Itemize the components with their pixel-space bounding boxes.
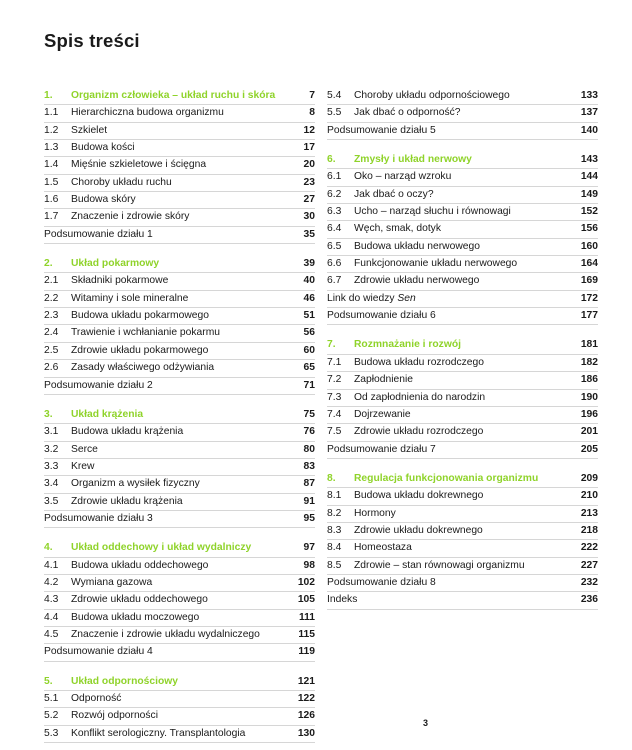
toc-entry[interactable] xyxy=(44,644,315,661)
toc-entry[interactable] xyxy=(44,424,315,441)
entry-page: 75 xyxy=(303,408,315,420)
toc-entry[interactable] xyxy=(44,691,315,708)
chapter-block xyxy=(327,152,598,325)
toc-entry[interactable] xyxy=(44,343,315,360)
entry-page: 119 xyxy=(298,646,315,658)
toc-entry[interactable] xyxy=(44,459,315,476)
entry-number: 4.1 xyxy=(44,559,59,571)
entry-title: Zasady właściwego odżywiania xyxy=(71,362,215,374)
entry-page: 209 xyxy=(580,472,598,484)
toc-entry[interactable] xyxy=(44,726,315,743)
toc-entry[interactable] xyxy=(327,575,598,592)
entry-page: 97 xyxy=(303,542,315,554)
entry-page: 65 xyxy=(303,362,315,374)
entry-number: 4.3 xyxy=(44,594,59,606)
entry-page: 20 xyxy=(303,159,315,171)
chapter-block xyxy=(327,471,598,610)
entry-title: Podsumowanie działu 8 xyxy=(327,576,436,588)
entry-page: 83 xyxy=(303,460,315,472)
entry-title: Serce xyxy=(71,443,98,455)
chapter-heading[interactable] xyxy=(327,471,598,488)
entry-title: Organizm człowieka – układ ruchu i skóra xyxy=(71,90,276,101)
entry-page: 144 xyxy=(580,171,598,183)
entry-page: 35 xyxy=(303,228,315,240)
entry-page: 205 xyxy=(580,443,598,455)
entry-number: 1.5 xyxy=(44,176,59,188)
chapter-gap xyxy=(44,662,315,674)
entry-number: 3.2 xyxy=(44,443,59,455)
entry-number: 2.1 xyxy=(44,275,59,287)
toc-entry[interactable] xyxy=(44,273,315,290)
entry-number: 7.3 xyxy=(327,391,342,403)
chapter-gap xyxy=(44,244,315,256)
entry-title: Podsumowanie działu 5 xyxy=(327,124,436,136)
chapter-block xyxy=(327,337,598,458)
entry-number: 4.4 xyxy=(44,611,59,623)
entry-page: 87 xyxy=(303,478,315,490)
chapter-block xyxy=(44,540,315,661)
toc-entry[interactable] xyxy=(44,476,315,493)
entry-page: 156 xyxy=(580,223,598,235)
entry-page: 201 xyxy=(580,426,598,438)
entry-title: Regulacja funkcjonowania organizmu xyxy=(354,472,539,484)
entry-title: Zdrowie układu oddechowego xyxy=(71,594,208,606)
entry-page: 130 xyxy=(297,727,315,739)
toc-entry[interactable] xyxy=(44,308,315,325)
page-number: 3 xyxy=(423,718,429,728)
entry-title: Podsumowanie działu 4 xyxy=(44,646,153,658)
entry-page: 91 xyxy=(303,495,315,507)
toc-entry[interactable] xyxy=(44,175,315,192)
entry-number: 3.3 xyxy=(44,460,59,472)
toc-entry[interactable] xyxy=(327,169,598,186)
entry-page: 40 xyxy=(303,275,315,287)
entry-title: Organizm a wysiłek fizyczny xyxy=(71,478,200,490)
entry-page: 133 xyxy=(580,90,598,101)
entry-page: 95 xyxy=(303,512,315,524)
toc-entry[interactable] xyxy=(327,488,598,505)
toc-entry[interactable] xyxy=(44,627,315,644)
toc-entry[interactable] xyxy=(327,105,598,122)
entry-title: Budowa układu pokarmowego xyxy=(71,310,209,322)
page-title: Spis treści xyxy=(44,30,140,51)
toc-entry[interactable] xyxy=(327,239,598,256)
entry-number: 4. xyxy=(44,542,53,554)
entry-number: 6.1 xyxy=(327,171,342,183)
entry-number: 8. xyxy=(327,472,336,484)
toc-entry[interactable] xyxy=(44,105,315,122)
entry-number: 3.4 xyxy=(44,478,59,490)
entry-title: Jak dbać o oczy? xyxy=(354,188,434,200)
entry-page: 222 xyxy=(580,542,598,554)
chapter-block xyxy=(44,88,315,244)
chapter-block xyxy=(327,88,598,140)
entry-number: 1.2 xyxy=(44,124,59,136)
entry-number: 7.4 xyxy=(327,408,342,420)
entry-page: 177 xyxy=(580,310,598,322)
entry-title: Budowa układu rozrodczego xyxy=(354,356,484,368)
toc-entry[interactable] xyxy=(44,378,315,395)
entry-number: 1.4 xyxy=(44,159,59,171)
entry-number: 5.5 xyxy=(327,107,342,119)
toc-entry[interactable] xyxy=(44,610,315,627)
entry-page: 196 xyxy=(580,408,598,420)
entry-page: 152 xyxy=(580,206,598,218)
entry-page: 56 xyxy=(303,327,315,339)
entry-title: Mięśnie szkieletowe i ścięgna xyxy=(71,159,207,171)
entry-page: 227 xyxy=(580,559,598,571)
toc-entry[interactable] xyxy=(327,123,598,140)
entry-page: 80 xyxy=(303,443,315,455)
toc-entry[interactable] xyxy=(327,355,598,372)
entry-number: 6.5 xyxy=(327,240,342,252)
entry-title: Budowa układu krążenia xyxy=(71,426,184,438)
entry-page: 17 xyxy=(303,142,315,154)
entry-page: 23 xyxy=(303,176,315,188)
entry-number: 3. xyxy=(44,408,53,420)
toc-entry[interactable] xyxy=(44,511,315,528)
entry-title: Witaminy i sole mineralne xyxy=(71,292,189,304)
entry-page: 181 xyxy=(580,339,598,351)
entry-page: 98 xyxy=(303,559,315,571)
entry-title: Krew xyxy=(71,460,95,472)
toc-entry[interactable] xyxy=(327,540,598,557)
entry-number: 8.5 xyxy=(327,559,342,571)
entry-number: 5.2 xyxy=(44,710,59,722)
entry-number: 6.4 xyxy=(327,223,342,235)
entry-title: Indeks xyxy=(327,594,358,606)
entry-page: 7 xyxy=(309,90,315,101)
chapter-heading[interactable] xyxy=(44,407,315,424)
toc-entry[interactable] xyxy=(44,442,315,459)
toc-entry[interactable] xyxy=(44,209,315,226)
toc-entry[interactable] xyxy=(44,592,315,609)
toc-entry[interactable] xyxy=(327,256,598,273)
toc-entry[interactable] xyxy=(327,390,598,407)
entry-page: 102 xyxy=(297,576,315,588)
toc-entry[interactable] xyxy=(327,506,598,523)
entry-title: Trawienie i wchłanianie pokarmu xyxy=(71,327,220,339)
entry-number: 7. xyxy=(327,339,336,351)
entry-title: Podsumowanie działu 6 xyxy=(327,310,436,322)
entry-title: Układ krążenia xyxy=(71,408,144,420)
entry-number: 4.5 xyxy=(44,628,59,640)
entry-title: Odporność xyxy=(71,693,122,704)
entry-page: 232 xyxy=(580,576,598,588)
entry-title: Składniki pokarmowe xyxy=(71,275,169,287)
entry-page: 111 xyxy=(298,611,315,623)
entry-title: Znaczenie i zdrowie układu wydalniczego xyxy=(71,628,260,640)
chapter-heading[interactable] xyxy=(44,540,315,557)
entry-title: Zdrowie układu rozrodczego xyxy=(354,426,484,438)
entry-number: 2.3 xyxy=(44,310,59,322)
entry-page: 140 xyxy=(580,124,598,136)
entry-title: Oko – narząd wzroku xyxy=(354,171,452,183)
entry-number: 7.2 xyxy=(327,374,342,386)
entry-page: 190 xyxy=(580,391,598,403)
chapter-heading[interactable] xyxy=(44,674,315,691)
toc-entry[interactable] xyxy=(327,273,598,290)
toc-entry[interactable] xyxy=(327,407,598,424)
toc-entry[interactable] xyxy=(44,227,315,244)
toc-entry[interactable] xyxy=(327,442,598,459)
entry-page: 51 xyxy=(303,310,315,322)
entry-title: Jak dbać o odporność? xyxy=(354,107,461,119)
entry-page: 105 xyxy=(297,594,315,606)
entry-number: 2. xyxy=(44,258,53,270)
entry-title: Szkielet xyxy=(71,124,108,136)
entry-title: Budowa kości xyxy=(71,142,135,154)
entry-title: Znaczenie i zdrowie skóry xyxy=(71,211,190,223)
entry-page: 137 xyxy=(580,107,598,119)
entry-page: 169 xyxy=(580,275,598,287)
toc-entry[interactable] xyxy=(327,523,598,540)
entry-title: Rozmnażanie i rozwój xyxy=(354,339,461,351)
entry-title: Podsumowanie działu 1 xyxy=(44,228,153,240)
toc-entry[interactable] xyxy=(44,558,315,575)
entry-number: 1.3 xyxy=(44,142,59,154)
entry-number: 2.5 xyxy=(44,344,59,356)
entry-page: 46 xyxy=(303,292,315,304)
chapter-gap xyxy=(44,395,315,407)
toc-column-right xyxy=(327,88,598,610)
entry-number: 2.2 xyxy=(44,292,59,304)
entry-title: Zdrowie układu krążenia xyxy=(71,495,183,507)
entry-title: Zdrowie układu pokarmowego xyxy=(71,344,209,356)
entry-page: 71 xyxy=(303,379,315,391)
entry-title: Choroby układu ruchu xyxy=(71,176,172,188)
chapter-gap xyxy=(327,325,598,337)
entry-title: Zapłodnienie xyxy=(354,374,413,386)
entry-number: 8.2 xyxy=(327,507,342,519)
entry-page: 8 xyxy=(309,107,315,119)
chapter-gap xyxy=(327,140,598,152)
entry-title: Zdrowie – stan równowagi organizmu xyxy=(354,559,525,571)
toc-entry[interactable] xyxy=(44,157,315,174)
entry-page: 218 xyxy=(580,524,598,536)
toc-entry[interactable] xyxy=(44,575,315,592)
entry-title: Zdrowie układu dokrewnego xyxy=(354,524,483,536)
entry-title: Budowa układu oddechowego xyxy=(71,559,209,571)
entry-title: Ucho – narząd słuchu i równowagi xyxy=(354,206,511,218)
entry-page: 115 xyxy=(298,628,315,640)
chapter-gap xyxy=(44,528,315,540)
entry-title: Funkcjonowanie układu nerwowego xyxy=(354,258,518,270)
toc-entry[interactable] xyxy=(327,308,598,325)
toc-entry[interactable] xyxy=(44,291,315,308)
toc-entry[interactable] xyxy=(327,187,598,204)
entry-number: 8.1 xyxy=(327,490,342,502)
entry-page: 122 xyxy=(297,693,315,704)
toc-entry[interactable] xyxy=(327,592,598,609)
chapter-block xyxy=(44,256,315,395)
entry-number: 6.6 xyxy=(327,258,342,270)
entry-number: 5.4 xyxy=(327,90,342,101)
chapter-block xyxy=(44,674,315,743)
chapter-gap xyxy=(327,459,598,471)
entry-title: Zmysły i układ nerwowy xyxy=(354,154,472,166)
entry-page: 76 xyxy=(303,426,315,438)
entry-number: 3.5 xyxy=(44,495,59,507)
entry-number: 7.1 xyxy=(327,356,342,368)
entry-number: 5. xyxy=(44,675,53,687)
entry-number: 6. xyxy=(327,154,336,166)
entry-number: 5.3 xyxy=(44,727,59,739)
toc-entry[interactable] xyxy=(44,192,315,209)
toc-entry[interactable] xyxy=(327,424,598,441)
toc-entry[interactable] xyxy=(44,708,315,725)
entry-page: 186 xyxy=(580,374,598,386)
entry-title: Układ oddechowy i układ wydalniczy xyxy=(71,542,252,554)
entry-title: Link do wiedzy Sen xyxy=(327,292,416,304)
entry-number: 7.5 xyxy=(327,426,342,438)
entry-title: Układ pokarmowy xyxy=(71,258,160,270)
entry-number: 5.1 xyxy=(44,693,59,704)
entry-number: 1. xyxy=(44,90,53,101)
toc-column-left xyxy=(44,88,315,743)
emphasis: Sen xyxy=(397,292,416,304)
entry-page: 60 xyxy=(303,344,315,356)
entry-title: Budowa układu moczowego xyxy=(71,611,200,623)
entry-title: Podsumowanie działu 2 xyxy=(44,379,153,391)
chapter-heading[interactable] xyxy=(327,152,598,169)
entry-title: Choroby układu odpornościowego xyxy=(354,90,510,101)
entry-number: 8.4 xyxy=(327,542,342,554)
chapter-block xyxy=(44,407,315,528)
entry-title: Dojrzewanie xyxy=(354,408,411,420)
entry-number: 2.4 xyxy=(44,327,59,339)
entry-title: Wymiana gazowa xyxy=(71,576,153,588)
toc-entry[interactable] xyxy=(327,372,598,389)
toc-entry[interactable] xyxy=(327,558,598,575)
entry-page: 149 xyxy=(580,188,598,200)
chapter-heading[interactable] xyxy=(327,337,598,354)
entry-number: 8.3 xyxy=(327,524,342,536)
entry-number: 1.7 xyxy=(44,211,59,223)
entry-title: Konflikt serologiczny. Transplantologia xyxy=(71,727,246,739)
entry-number: 6.3 xyxy=(327,206,342,218)
toc-entry[interactable] xyxy=(327,204,598,221)
entry-page: 126 xyxy=(297,710,315,722)
entry-title: Podsumowanie działu 3 xyxy=(44,512,153,524)
entry-title: Węch, smak, dotyk xyxy=(354,223,441,235)
entry-title: Od zapłodnienia do narodzin xyxy=(354,391,486,403)
toc-entry[interactable] xyxy=(327,291,598,308)
entry-title: Budowa skóry xyxy=(71,194,136,206)
entry-number: 2.6 xyxy=(44,362,59,374)
entry-page: 160 xyxy=(580,240,598,252)
chapter-heading[interactable] xyxy=(44,88,315,105)
entry-title: Budowa układu dokrewnego xyxy=(354,490,484,502)
entry-page: 30 xyxy=(303,211,315,223)
entry-page: 27 xyxy=(303,194,315,206)
entry-title: Układ odpornościowy xyxy=(71,675,178,687)
toc-entry[interactable] xyxy=(44,325,315,342)
entry-page: 164 xyxy=(580,258,598,270)
entry-number: 6.7 xyxy=(327,275,342,287)
entry-page: 236 xyxy=(580,594,598,606)
toc-entry[interactable] xyxy=(327,88,598,105)
entry-title: Hormony xyxy=(354,507,396,519)
entry-page: 121 xyxy=(297,675,315,687)
entry-page: 213 xyxy=(580,507,598,519)
entry-title: Rozwój odporności xyxy=(71,710,158,722)
entry-title: Hierarchiczna budowa organizmu xyxy=(71,107,224,119)
entry-number: 3.1 xyxy=(44,426,59,438)
entry-title: Homeostaza xyxy=(354,542,412,554)
entry-number: 1.1 xyxy=(44,107,59,119)
entry-number: 1.6 xyxy=(44,194,59,206)
entry-page: 172 xyxy=(580,292,598,304)
toc-entry[interactable] xyxy=(327,221,598,238)
entry-number: 4.2 xyxy=(44,576,59,588)
toc-entry[interactable] xyxy=(44,123,315,140)
toc-entry[interactable] xyxy=(44,494,315,511)
entry-page: 39 xyxy=(303,258,315,270)
entry-title: Zdrowie układu nerwowego xyxy=(354,275,480,287)
entry-page: 143 xyxy=(580,154,598,166)
entry-page: 12 xyxy=(303,124,315,136)
chapter-heading[interactable] xyxy=(44,256,315,273)
entry-title: Budowa układu nerwowego xyxy=(354,240,480,252)
toc-entry[interactable] xyxy=(44,360,315,377)
toc-entry[interactable] xyxy=(44,140,315,157)
entry-page: 182 xyxy=(580,356,598,368)
entry-number: 6.2 xyxy=(327,188,342,200)
entry-page: 210 xyxy=(580,490,598,502)
entry-title: Podsumowanie działu 7 xyxy=(327,443,436,455)
